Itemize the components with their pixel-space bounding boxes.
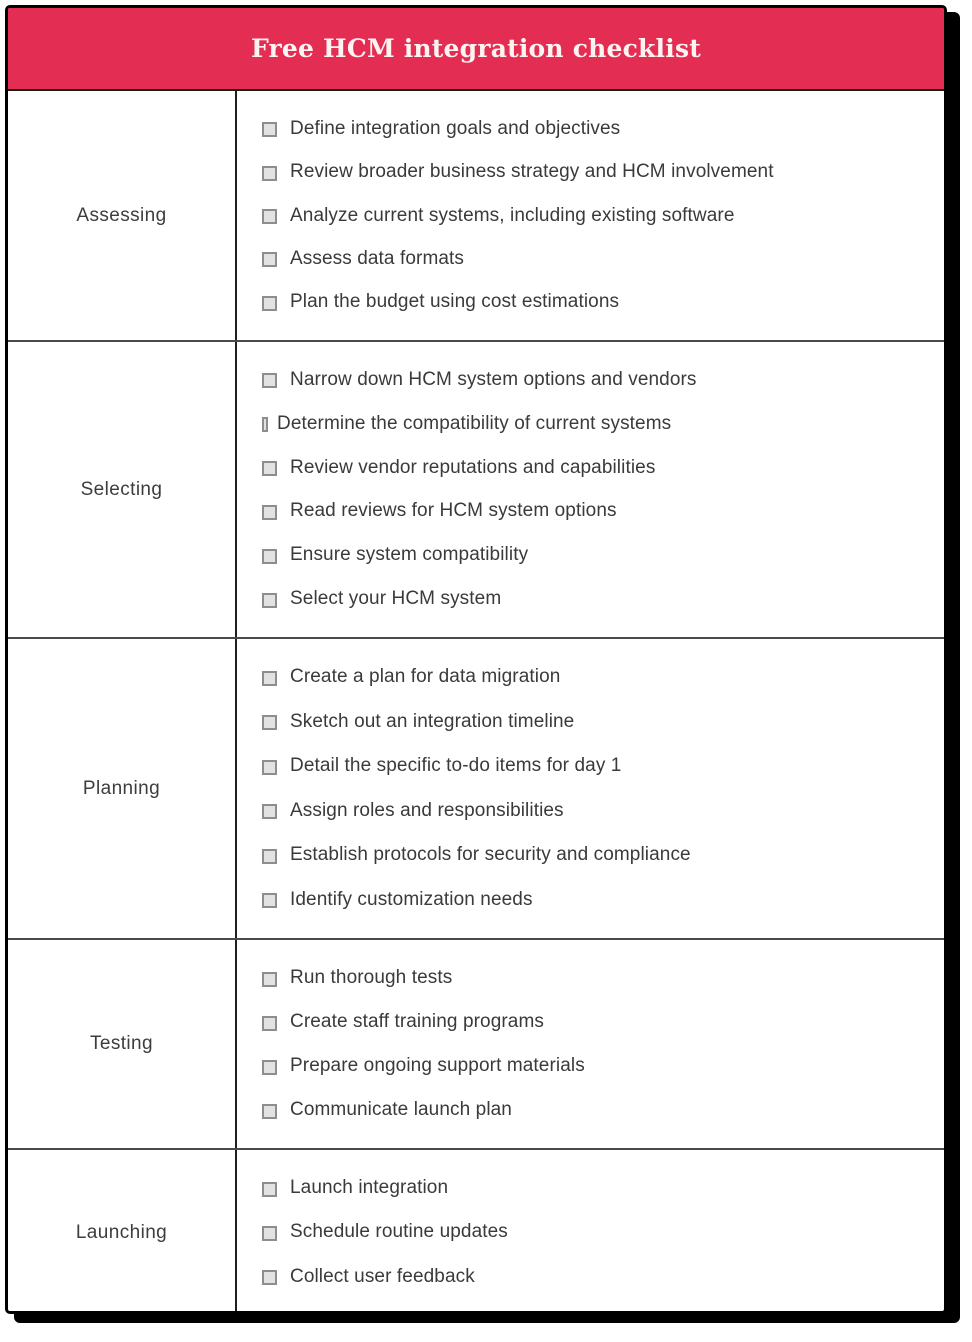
stage-label: Launching <box>75 1221 168 1243</box>
checklist-item[interactable] <box>237 956 944 1000</box>
checklist-item[interactable] <box>237 446 944 490</box>
checkbox-icon[interactable] <box>262 122 277 137</box>
checklist-item[interactable] <box>237 237 944 280</box>
checkbox-icon[interactable] <box>262 972 277 987</box>
stage-cell <box>8 1150 237 1314</box>
checkbox-icon[interactable] <box>262 715 277 730</box>
checklist-item[interactable] <box>237 533 944 577</box>
checklist-item-label: Detail the specific to-do items for day 1 <box>290 755 622 777</box>
checkbox-icon[interactable] <box>262 1060 277 1075</box>
checklist-item[interactable] <box>237 700 944 745</box>
checkbox-icon[interactable] <box>262 373 277 388</box>
checkbox-icon[interactable] <box>262 671 277 686</box>
stage-label: Selecting <box>80 478 163 500</box>
checklist-item[interactable] <box>237 1255 944 1299</box>
checklist-item-label: Launch integration <box>290 1177 449 1199</box>
checkbox-icon[interactable] <box>262 209 277 224</box>
checklist-item[interactable] <box>237 194 944 237</box>
stage-label: Assessing <box>76 204 167 226</box>
page-title: Free HCM integration checklist <box>251 34 701 63</box>
checklist-item-label: Analyze current systems, including existing software <box>290 204 735 226</box>
checklist-item-label: Collect user feedback <box>290 1265 475 1287</box>
checkbox-icon[interactable] <box>262 893 277 908</box>
checklist-item-label: Communicate launch plan <box>290 1099 512 1120</box>
stage-cell <box>8 940 237 1148</box>
checklist-item-label: Establish protocols for security and compliance <box>290 844 691 866</box>
checklist-item[interactable] <box>237 490 944 534</box>
checklist-item-label: Review broader business strategy and HCM involvement <box>290 161 774 183</box>
checklist-item[interactable] <box>237 1166 944 1210</box>
checkbox-icon[interactable] <box>262 461 277 476</box>
checklist-item-label: Run thorough tests <box>290 967 453 988</box>
checklist-item-label: Narrow down HCM system options and vendors <box>290 368 697 390</box>
checkbox-icon[interactable] <box>262 1104 277 1119</box>
checklist-item-label: Assign roles and responsibilities <box>290 799 564 821</box>
checklist-item[interactable] <box>237 107 944 150</box>
checklist-item[interactable] <box>237 833 944 878</box>
checklist-item[interactable] <box>237 789 944 834</box>
checklist-section-row <box>8 639 944 940</box>
checklist-item[interactable] <box>237 655 944 700</box>
stage-items-cell <box>237 639 944 938</box>
checklist-item-label: Sketch out an integration timeline <box>290 710 575 732</box>
stage-label: Planning <box>82 777 161 799</box>
checkbox-icon[interactable] <box>262 593 277 608</box>
checkbox-icon[interactable] <box>262 417 268 432</box>
stage-items-cell <box>237 91 944 340</box>
stage-cell <box>8 639 237 938</box>
checklist-section-row <box>8 940 944 1150</box>
stage-cell <box>8 91 237 340</box>
checkbox-icon[interactable] <box>262 166 277 181</box>
checklist-item[interactable] <box>237 1088 944 1132</box>
checklist-item-label: Prepare ongoing support materials <box>290 1055 585 1076</box>
checkbox-icon[interactable] <box>262 1016 277 1031</box>
checklist-item-label: Identify customization needs <box>290 888 533 910</box>
stage-items-cell <box>237 940 944 1148</box>
checklist-item[interactable] <box>237 150 944 193</box>
checklist-item[interactable] <box>237 1044 944 1088</box>
checklist-item[interactable] <box>237 358 944 402</box>
checklist-item[interactable] <box>237 281 944 324</box>
checkbox-icon[interactable] <box>262 505 277 520</box>
checklist-item-label: Plan the budget using cost estimations <box>290 291 620 313</box>
checklist-item-label: Assess data formats <box>290 247 465 269</box>
checklist-item[interactable] <box>237 1210 944 1254</box>
checklist-item-label: Ensure system compatibility <box>290 544 529 566</box>
checkbox-icon[interactable] <box>262 804 277 819</box>
checklist-section-row <box>8 342 944 639</box>
checklist-item-label: Select your HCM system <box>290 588 502 610</box>
checklist-item-label: Define integration goals and objectives <box>290 117 621 139</box>
stage-cell <box>8 342 237 637</box>
checklist-item-label: Create staff training programs <box>290 1011 544 1032</box>
checkbox-icon[interactable] <box>262 252 277 267</box>
checklist-item-label: Review vendor reputations and capabilities <box>290 456 656 478</box>
checklist-item-label: Schedule routine updates <box>290 1221 508 1243</box>
checklist-item[interactable] <box>237 878 944 923</box>
stage-items-cell <box>237 1150 944 1314</box>
checklist-section-row <box>8 91 944 342</box>
stage-label: Testing <box>89 1033 153 1054</box>
checklist-item-label: Determine the compatibility of current systems <box>277 412 672 434</box>
checklist-header-banner <box>8 8 944 91</box>
checkbox-icon[interactable] <box>262 1270 277 1285</box>
stage-items-cell <box>237 342 944 637</box>
checklist-item[interactable] <box>237 577 944 621</box>
checkbox-icon[interactable] <box>262 296 277 311</box>
checklist-item[interactable] <box>237 402 944 446</box>
checklist-item[interactable] <box>237 744 944 789</box>
checkbox-icon[interactable] <box>262 760 277 775</box>
checklist-item[interactable] <box>237 1000 944 1044</box>
checkbox-icon[interactable] <box>262 549 277 564</box>
checkbox-icon[interactable] <box>262 1182 277 1197</box>
checklist-item-label: Read reviews for HCM system options <box>290 500 617 522</box>
checkbox-icon[interactable] <box>262 1226 277 1241</box>
checklist-section-row <box>8 1150 944 1314</box>
checklist-card <box>5 5 947 1314</box>
checklist-table-body <box>8 91 944 1314</box>
checkbox-icon[interactable] <box>262 849 277 864</box>
checklist-item-label: Create a plan for data migration <box>290 666 561 688</box>
